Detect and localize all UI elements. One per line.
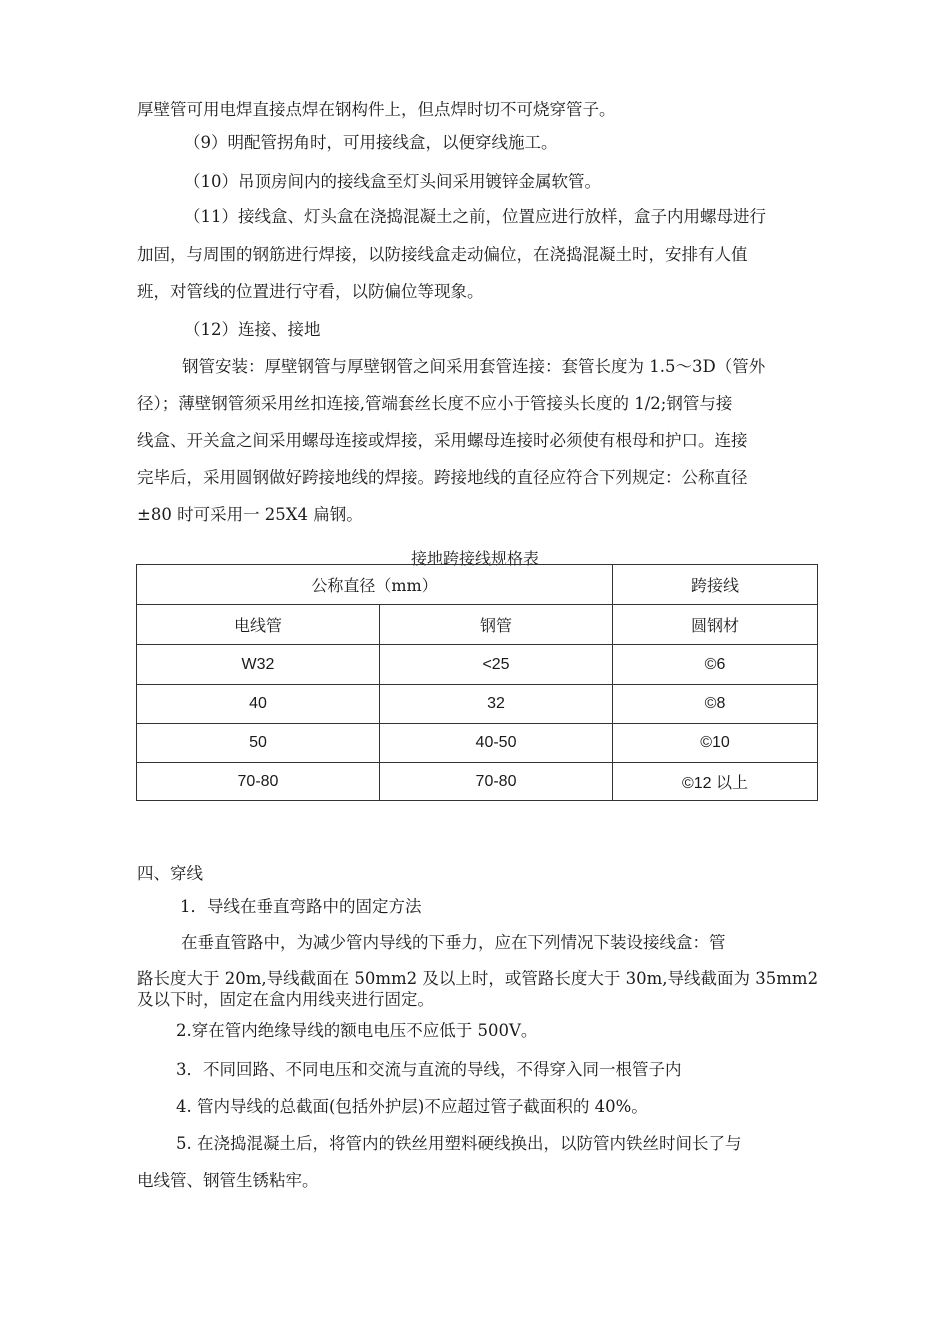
table-cell: 50 [137,724,380,763]
paragraph-item-11: （11）接线盒、灯头盒在浇捣混凝土之前，位置应进行放样，盒子内用螺母进行 [184,207,766,226]
grounding-jumper-table [136,564,818,801]
section-item-2: 2.穿在管内绝缘导线的额电电压不应低于 500V。 [176,1021,538,1040]
table-header-row [137,565,818,605]
col-header-round-steel: 圆钢材 [613,605,818,645]
paragraph-line: 及以下时，固定在盒内用线夹进行固定。 [137,990,434,1009]
paragraph-item-9: （9）明配管拐角时，可用接线盒，以便穿线施工。 [184,133,558,152]
paragraph-line: 班，对管线的位置进行守看，以防偏位等现象。 [137,282,484,301]
section-item-1: 1．导线在垂直弯路中的固定方法 [180,897,422,916]
section-item-3: 3．不同回路、不同电压和交流与直流的导线，不得穿入同一根管子内 [176,1060,682,1079]
paragraph-line: 钢管安装：厚壁钢管与厚壁钢管之间采用套管连接：套管长度为 1.5〜3D（管外 [182,357,766,376]
table-row [137,763,818,801]
table-cell: <25 [380,645,613,685]
paragraph-line: 径）；薄壁钢管须采用丝扣连接,管端套丝长度不应小于管接头长度的 1/2;钢管与接 [137,394,733,413]
table-cell: 70-80 [380,763,613,801]
table-cell: ©12 以上 [613,763,818,801]
paragraph-line: 厚壁管可用电焊直接点焊在钢构件上，但点焊时切不可烧穿管子。 [137,100,616,119]
table-cell: ©8 [613,685,818,724]
col-header-steel-pipe: 钢管 [380,605,613,645]
col-header-conduit: 电线管 [137,605,380,645]
section-title: 四、穿线 [137,864,203,883]
paragraph-line: 路长度大于 20m,导线截面在 50mm2 及以上时，或管路长度大于 30m,导线截面为 35mm2 [137,969,819,988]
table-cell: 32 [380,685,613,724]
table-subheader-row [137,605,818,645]
paragraph-line: 线盒、开关盒之间采用螺母连接或焊接，采用螺母连接时必须使有根母和护口。连接 [137,431,748,450]
paragraph-item-10: （10）吊顶房间内的接线盒至灯头间采用镀锌金属软管。 [184,172,601,191]
paragraph-line: 加固，与周围的钢筋进行焊接，以防接线盒走动偏位，在浇捣混凝土时，安排有人值 [137,245,748,264]
table-row [137,645,818,685]
table-cell: 40-50 [380,724,613,763]
table-cell: W32 [137,645,380,685]
paragraph-line: 在垂直管路中，为减少管内导线的下垂力，应在下列情况下装设接线盒：管 [181,933,726,952]
table-row [137,685,818,724]
table-cell: 40 [137,685,380,724]
table-cell: ©10 [613,724,818,763]
paragraph-line: ±80 时可采用一 25X4 扁钢。 [137,505,363,524]
table-cell: ©6 [613,645,818,685]
nominal-diameter-header: 公称直径（mm） [137,565,613,605]
paragraph-line: 完毕后，采用圆钢做好跨接地线的焊接。跨接地线的直径应符合下列规定：公称直径 [137,468,748,487]
section-item-4: 4. 管内导线的总截面(包括外护层)不应超过管子截面积的 40%。 [176,1097,648,1116]
jumper-header: 跨接线 [613,565,818,605]
table-cell: 70-80 [137,763,380,801]
section-item-5: 5. 在浇捣混凝土后，将管内的铁丝用塑料硬线换出，以防管内铁丝时间长了与 [176,1134,742,1153]
paragraph-item-12: （12）连接、接地 [184,320,321,339]
table-caption: 接地跨接线规格表 [410,549,539,568]
paragraph-line: 电线管、钢管生锈粘牢。 [137,1171,319,1190]
table-row [137,724,818,763]
